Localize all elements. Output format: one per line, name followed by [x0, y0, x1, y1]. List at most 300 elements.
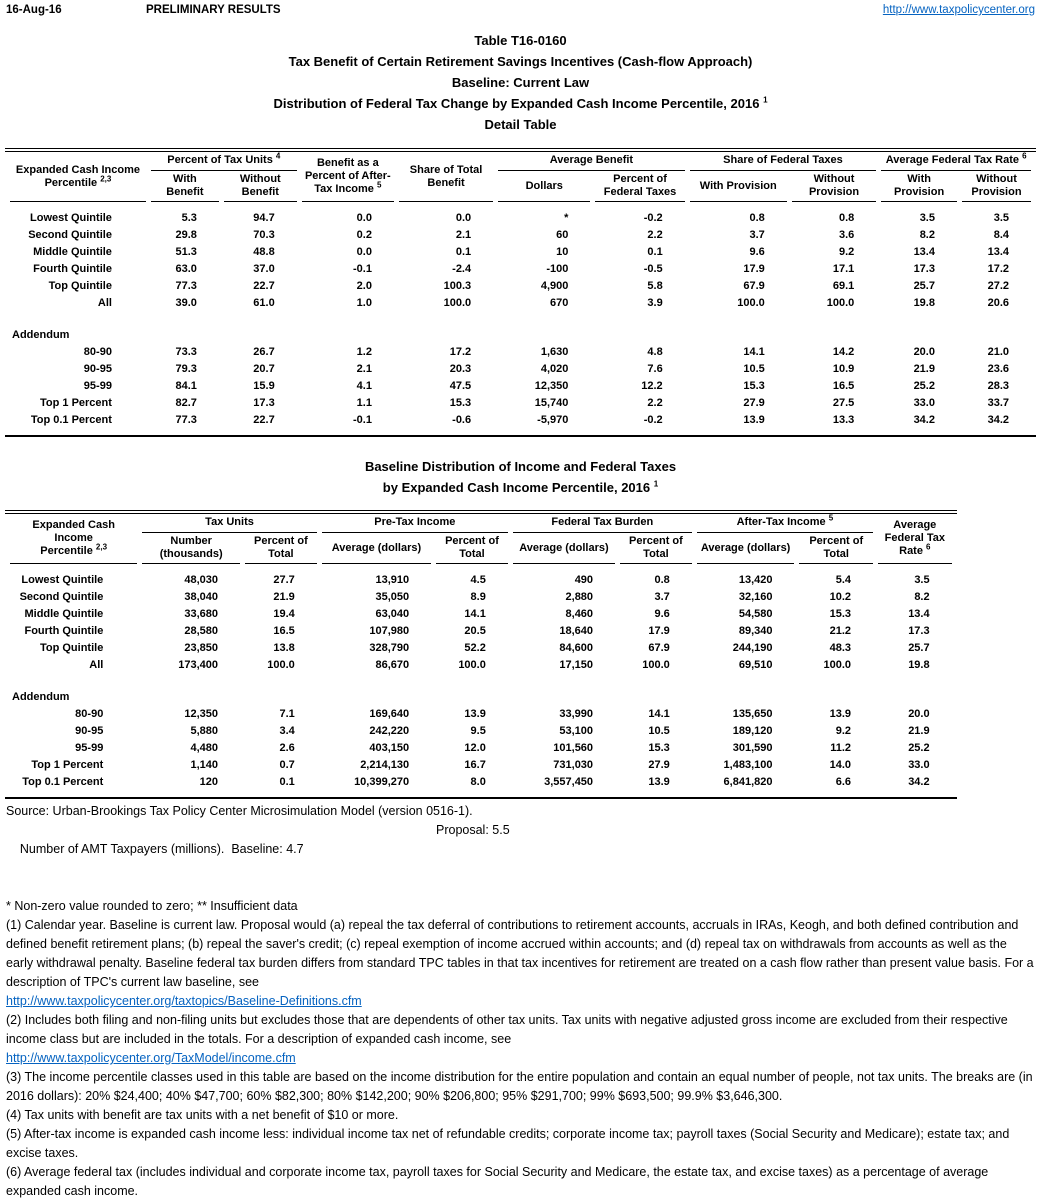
baseline-title-block [5, 456, 1036, 498]
footnote-3: (3) The income percentile classes used in this table are based on the income distribution for the entire population and contain an equal number of people, not tax units. The breaks are (in 2016 dollars): 20% $24,400; 40% $47,700; 60% $82,300; 80% $142,200; 90% $206,800; 95% $291,700; 99% $693,500; 99.9% $3,646,300. [6, 1070, 1037, 1103]
cell: 38,040 [184, 591, 219, 603]
column-header-average-burden: Average (dollars) [513, 533, 615, 564]
cell: 17,150 [559, 659, 594, 671]
column-header-avg-federal-tax-rate: Average Federal Tax Rate $^6$ [878, 514, 952, 564]
cell: 0.8 [749, 212, 765, 224]
cell: 16.5 [832, 380, 855, 392]
baseline-table-block [5, 510, 957, 799]
addendum-label: Addendum [12, 691, 70, 703]
cell: 328,790 [369, 642, 410, 654]
cell: 13.9 [829, 708, 851, 720]
cell: 17.3 [253, 397, 275, 409]
table-row [10, 657, 952, 674]
cell: 37.0 [253, 263, 275, 275]
cell: 4.1 [356, 380, 372, 392]
cell: 11.2 [830, 742, 851, 754]
column-header-percentile: Expanded Cash Income Percentile $^{2,3}$ [10, 152, 146, 202]
cell: 242,220 [369, 725, 410, 737]
row-label: 80-90 [83, 346, 112, 358]
cell: 48,030 [184, 574, 219, 586]
cell: -5,970 [537, 414, 569, 426]
cell: 107,980 [369, 625, 410, 637]
cell: 20.0 [913, 346, 935, 358]
group-header-avg-federal-tax-rate: Average Federal Tax Rate $^6$ [881, 152, 1031, 171]
group-header-aftertax-income: After-Tax Income $^5$ [697, 514, 873, 533]
cell: 301,590 [732, 742, 773, 754]
row-label: Top 0.1 Percent [22, 776, 104, 788]
group-header-percent-tax-units: Percent of Tax Units $^4$ [151, 152, 297, 171]
table2-bottom-rule [5, 797, 957, 799]
row-label: All [89, 659, 104, 671]
cell: 100.0 [826, 297, 855, 309]
table-row [10, 723, 952, 740]
cell: 26.7 [253, 346, 275, 358]
site-url-container [883, 4, 1035, 16]
cell: 52.2 [464, 642, 486, 654]
cell: 2,880 [565, 591, 594, 603]
cell: 47.5 [449, 380, 472, 392]
cell: 73.3 [175, 346, 197, 358]
cell: 1.0 [356, 297, 372, 309]
cell: 100.0 [267, 659, 295, 671]
cell: 67.9 [648, 642, 670, 654]
cell: 86,670 [375, 659, 410, 671]
cell: 28.3 [987, 380, 1009, 392]
cell: 9.2 [838, 246, 855, 258]
table-row [10, 295, 1031, 312]
cell: 25.2 [908, 742, 930, 754]
cell: 4.8 [647, 346, 663, 358]
row-label: Top 1 Percent [40, 397, 112, 409]
cell: 0.2 [356, 229, 372, 241]
cell: 15.9 [253, 380, 275, 392]
cell: 13.3 [832, 414, 855, 426]
row-label: Top Quintile [39, 642, 104, 654]
cell: 4.5 [470, 574, 486, 586]
cell: 13.8 [273, 642, 295, 654]
table-row [10, 202, 1031, 227]
cell: 25.2 [913, 380, 935, 392]
cell: 39.0 [175, 297, 197, 309]
cell: 27.9 [648, 759, 670, 771]
cell: 15.3 [449, 397, 472, 409]
cell: 13.4 [987, 246, 1009, 258]
cell: 12.0 [464, 742, 486, 754]
cell: 15.3 [648, 742, 670, 754]
cell: 16.5 [273, 625, 295, 637]
row-label: 90-95 [75, 725, 104, 737]
cell: 8.2 [919, 229, 935, 241]
cell: 10,399,270 [354, 776, 410, 788]
cell: 15.3 [829, 608, 851, 620]
cell: 94.7 [253, 212, 275, 224]
cell: 3.9 [647, 297, 663, 309]
cell: -100 [546, 263, 569, 275]
cell: 100.3 [443, 280, 472, 292]
cell: 5.3 [181, 212, 197, 224]
cell: 33.0 [913, 397, 935, 409]
cell: 2.6 [279, 742, 295, 754]
cell: 63,040 [375, 608, 410, 620]
cell: 135,650 [732, 708, 773, 720]
cell: 0.0 [356, 212, 372, 224]
amt-proposal: Proposal: 5.5 [436, 823, 510, 837]
column-header-benefit-percent-ati: Benefit as a Percent of After-Tax Income $^5$ [302, 152, 394, 202]
spacer-row [10, 312, 1031, 327]
cell: * [564, 212, 569, 224]
spacer-row [10, 674, 952, 689]
column-header-percentile-2: Expanded Cash Income Percentile $^{2,3}$ [10, 514, 137, 564]
cell: 5,880 [190, 725, 219, 737]
cell: 0.8 [838, 212, 855, 224]
cell: 28,580 [184, 625, 219, 637]
cell: 33,680 [184, 608, 219, 620]
cell: 100.0 [642, 659, 670, 671]
cell: 2.2 [647, 229, 663, 241]
column-header-with-provision-share: With Provision [690, 171, 787, 202]
legend-note: * Non-zero value rounded to zero; ** Insufficient data [6, 899, 298, 913]
cell: 670 [550, 297, 569, 309]
cell: 4,900 [540, 280, 569, 292]
table2-header [10, 514, 952, 564]
distribution-title: Distribution of Federal Tax Change by Expanded Cash Income Percentile, 2016 $^1$ [273, 95, 768, 111]
footnotes [6, 802, 1038, 1201]
cell: -0.2 [643, 212, 663, 224]
cell: 33,990 [559, 708, 594, 720]
row-label: All [97, 297, 112, 309]
row-label: Top 0.1 Percent [30, 414, 112, 426]
cell: 63.0 [175, 263, 197, 275]
table-row [10, 378, 1031, 395]
cell: 1,140 [190, 759, 219, 771]
site-url-link[interactable]: http://www.taxpolicycenter.org [882, 4, 1035, 16]
cell: 23,850 [184, 642, 219, 654]
cell: -0.6 [452, 414, 472, 426]
cell: 69.1 [832, 280, 855, 292]
cell: 9.6 [749, 246, 765, 258]
footnote-ref: 1 [763, 95, 768, 105]
cell: 12,350 [184, 708, 219, 720]
table-row [10, 244, 1031, 261]
cell: 84,600 [559, 642, 594, 654]
footnote-4: (4) Tax units with benefit are tax units with a net benefit of $10 or more. [6, 1108, 399, 1122]
cell: 0.1 [647, 246, 663, 258]
cell: 3.5 [993, 212, 1009, 224]
cell: 3.7 [749, 229, 765, 241]
cell: 89,340 [738, 625, 773, 637]
cell: 79.3 [175, 363, 197, 375]
cell: 21.9 [913, 363, 935, 375]
cell: -0.5 [643, 263, 663, 275]
cell: 0.1 [455, 246, 472, 258]
baseline-definitions-link[interactable]: http://www.taxpolicycenter.org/taxtopics/Baseline-Definitions.cfm [6, 994, 362, 1008]
cell: 22.7 [253, 280, 275, 292]
cell: 8.9 [470, 591, 486, 603]
cell: 27.5 [832, 397, 855, 409]
table-row [10, 706, 952, 723]
column-header-average-pretax: Average (dollars) [322, 533, 431, 564]
cell: 3.6 [838, 229, 855, 241]
table1-header [10, 152, 1031, 202]
cell: 13.9 [743, 414, 765, 426]
cell: 4,480 [190, 742, 219, 754]
cell: 34.2 [913, 414, 935, 426]
cell: 0.8 [654, 574, 670, 586]
cell: 100.0 [823, 659, 851, 671]
cell: 67.9 [743, 280, 765, 292]
cell: 169,640 [369, 708, 410, 720]
tax-change-table-zone [5, 148, 1036, 437]
cell: 13,420 [738, 574, 773, 586]
footnote-5: (5) After-tax income is expanded cash income less: individual income tax net of refundable credits; corporate income tax; payroll taxes (Social Security and Medicare); estate tax; and excise taxes. [6, 1127, 1013, 1160]
title-block [0, 30, 1041, 135]
cell: 1.2 [356, 346, 372, 358]
cell: 6.6 [835, 776, 851, 788]
cell: 14.1 [743, 346, 765, 358]
column-header-with-provision-rate: With Provision [881, 171, 957, 202]
amt-taxpayers-note [6, 821, 1035, 897]
cell: 34.2 [987, 414, 1009, 426]
footnote-2: (2) Includes both filing and non-filing units but excludes those that are dependents of other tax units. Tax units with negative adjusted gross income are excluded from their respective income class but are included in the totals. For a description of expanded cash income, see [6, 1013, 1012, 1046]
column-header-without-benefit: Without Benefit [224, 171, 297, 202]
cell: 19.4 [273, 608, 295, 620]
addendum-header-row [10, 689, 952, 706]
cell: 61.0 [253, 297, 275, 309]
cell: 0.1 [279, 776, 295, 788]
amt-baseline: Number of AMT Taxpayers (millions). Baseline: 4.7 [19, 842, 304, 856]
cell: 0.0 [356, 246, 372, 258]
cell: 21.9 [908, 725, 930, 737]
baseline-title: Baseline: Current Law [451, 75, 590, 90]
footnote-2-link-line [6, 1049, 1035, 1068]
cell: 5.8 [647, 280, 663, 292]
cell: 14.1 [464, 608, 486, 620]
cell: 0.7 [279, 759, 295, 771]
cell: 17.9 [743, 263, 765, 275]
group-header-pretax-income: Pre-Tax Income [322, 514, 508, 533]
column-header-share-total-benefit: Share of Total Benefit [399, 152, 493, 202]
table1-body [10, 202, 1031, 435]
cell: 13.9 [648, 776, 670, 788]
column-header-average-aftertax: Average (dollars) [697, 533, 795, 564]
cell: 5.4 [835, 574, 851, 586]
group-header-tax-units: Tax Units [142, 514, 316, 533]
cell: 8.4 [993, 229, 1009, 241]
report-date: 16-Aug-16 [6, 4, 62, 16]
preliminary-label: PRELIMINARY RESULTS [146, 4, 281, 16]
table-row [10, 589, 952, 606]
cell: 13,910 [375, 574, 410, 586]
cell: 2.2 [647, 397, 663, 409]
table-row [10, 412, 1031, 436]
cell: 14.2 [832, 346, 855, 358]
cell: 17.2 [987, 263, 1009, 275]
row-label: 95-99 [75, 742, 104, 754]
cell: 1,483,100 [723, 759, 773, 771]
column-header-percent-federal-taxes: Percent of Federal Taxes [595, 171, 684, 202]
baseline-table-title-1: Baseline Distribution of Income and Federal Taxes [364, 459, 677, 474]
cell: 20.0 [908, 708, 930, 720]
cell: 6,841,820 [723, 776, 773, 788]
cell: 35,050 [375, 591, 410, 603]
group-header-average-benefit: Average Benefit [498, 152, 685, 171]
cell: 82.7 [175, 397, 197, 409]
table-row [10, 623, 952, 640]
cell: 14.0 [829, 759, 851, 771]
cell: 120 [199, 776, 219, 788]
detail-table-title: Detail Table [484, 117, 557, 132]
cell: -0.1 [352, 414, 372, 426]
cell: 17.3 [913, 263, 935, 275]
top-bar [0, 0, 1041, 16]
cell: 4,020 [540, 363, 569, 375]
table2-body [10, 564, 952, 797]
cell: 48.3 [829, 642, 851, 654]
cell: 12,350 [534, 380, 569, 392]
cell: 100.0 [443, 297, 472, 309]
cell: 18,640 [559, 625, 594, 637]
cell: 25.7 [908, 642, 930, 654]
cell: 3.5 [919, 212, 935, 224]
cell: 16.7 [464, 759, 486, 771]
column-header-number-thousands: Number (thousands) [142, 533, 240, 564]
table-main-title: Tax Benefit of Certain Retirement Savings Incentives (Cash-flow Approach) [288, 54, 753, 69]
source-note: Source: Urban-Brookings Tax Policy Center Microsimulation Model (version 0516-1). [6, 804, 473, 818]
cell: 3.7 [654, 591, 670, 603]
baseline-distribution-table [5, 514, 957, 797]
cell: 27.7 [273, 574, 295, 586]
cell: 48.8 [253, 246, 275, 258]
cell: 100.0 [737, 297, 765, 309]
cell: 7.1 [279, 708, 295, 720]
table-row [10, 395, 1031, 412]
table-row [10, 261, 1031, 278]
cell: 51.3 [175, 246, 197, 258]
cell: 10.2 [829, 591, 851, 603]
cell: 19.8 [913, 297, 935, 309]
baseline-table-zone [5, 456, 1036, 799]
cell: 100.0 [458, 659, 486, 671]
table-row [10, 227, 1031, 244]
cell: 3.4 [279, 725, 295, 737]
cell: 14.1 [648, 708, 670, 720]
cell: 10 [556, 246, 569, 258]
cell: 32,160 [738, 591, 773, 603]
row-label: Top 1 Percent [31, 759, 104, 771]
row-label: Top Quintile [48, 280, 112, 292]
cell: 7.6 [647, 363, 663, 375]
cell: 490 [574, 574, 594, 586]
cell: 53,100 [559, 725, 594, 737]
cell: 60 [556, 229, 569, 241]
table-row [10, 564, 952, 589]
cell: 34.2 [908, 776, 930, 788]
cell: 15,740 [534, 397, 569, 409]
cell: -2.4 [452, 263, 472, 275]
cell: 173,400 [178, 659, 219, 671]
cell: 731,030 [553, 759, 594, 771]
table-row [10, 757, 952, 774]
row-label: Middle Quintile [33, 246, 112, 258]
cell: 17.2 [449, 346, 472, 358]
row-label: Lowest Quintile [30, 212, 112, 224]
cell: 9.6 [654, 608, 670, 620]
column-header-percent-total-aftertax: Percent of Total [799, 533, 873, 564]
column-header-percent-total-burden: Percent of Total [620, 533, 692, 564]
cell: 19.8 [908, 659, 930, 671]
cell: 20.7 [253, 363, 275, 375]
cell: 9.2 [835, 725, 851, 737]
column-header-percent-total-pretax: Percent of Total [436, 533, 508, 564]
cell: 3.5 [914, 574, 930, 586]
table-row [10, 740, 952, 757]
cell: 3,557,450 [544, 776, 594, 788]
cell: 9.5 [470, 725, 486, 737]
cell: 33.0 [908, 759, 930, 771]
cell: 1,630 [540, 346, 569, 358]
row-label: Middle Quintile [24, 608, 104, 620]
cell: 10.5 [743, 363, 765, 375]
income-definition-link[interactable]: http://www.taxpolicycenter.org/TaxModel/income.cfm [6, 1051, 296, 1065]
cell: 2.1 [356, 363, 372, 375]
cell: 84.1 [175, 380, 197, 392]
row-label: 80-90 [75, 708, 104, 720]
cell: 8,460 [565, 608, 594, 620]
cell: 22.7 [253, 414, 275, 426]
row-label: Fourth Quintile [33, 263, 112, 275]
row-label: Second Quintile [28, 229, 112, 241]
cell: 17.1 [832, 263, 855, 275]
cell: 10.9 [832, 363, 855, 375]
cell: 403,150 [369, 742, 410, 754]
table-row [10, 361, 1031, 378]
cell: 12.2 [641, 380, 663, 392]
cell: 101,560 [553, 742, 594, 754]
column-header-without-provision-share: Without Provision [792, 171, 876, 202]
cell: 8.0 [470, 776, 486, 788]
cell: -0.2 [643, 414, 663, 426]
cell: 0.0 [455, 212, 472, 224]
group-header-federal-tax-burden: Federal Tax Burden [513, 514, 692, 533]
cell: 20.6 [987, 297, 1009, 309]
cell: 77.3 [175, 414, 197, 426]
cell: 69,510 [738, 659, 773, 671]
cell: 27.2 [987, 280, 1009, 292]
column-header-with-benefit: With Benefit [151, 171, 219, 202]
cell: 189,120 [732, 725, 773, 737]
row-label: 90-95 [83, 363, 112, 375]
cell: 33.7 [987, 397, 1009, 409]
cell: 77.3 [175, 280, 197, 292]
row-label: Lowest Quintile [21, 574, 104, 586]
cell: 17.3 [908, 625, 930, 637]
table-row [10, 606, 952, 623]
row-label: 95-99 [83, 380, 112, 392]
cell: 29.8 [175, 229, 197, 241]
table-row [10, 344, 1031, 361]
table-number-title: Table T16-0160 [474, 33, 567, 48]
cell: 13.9 [464, 708, 486, 720]
table1-bottom-rule [5, 435, 1036, 437]
table-row [10, 278, 1031, 295]
cell: 2.1 [455, 229, 472, 241]
footnote-1: (1) Calendar year. Baseline is current law. Proposal would (a) repeal the tax deferral of contributions to retirement accounts, accruals in IRAs, Keogh, and both defined contribution and defined benefit retirement plans; (b) repeal the saver's credit; (c) repeal exemption of income accrued within accounts; and (d) repeal tax on withdrawals from accounts as well as the early withdrawal penalty. Baseline federal tax burden differs from standard TPC tables in that tax incentives for retirement are treated on a cash flow rather than present value basis. For a description of TPC's current law baseline, see [6, 918, 1038, 989]
cell: 20.3 [449, 363, 472, 375]
addendum-header-row [10, 327, 1031, 344]
column-header-dollars: Dollars [498, 171, 590, 202]
cell: 2,214,130 [360, 759, 410, 771]
cell: 1.1 [356, 397, 372, 409]
